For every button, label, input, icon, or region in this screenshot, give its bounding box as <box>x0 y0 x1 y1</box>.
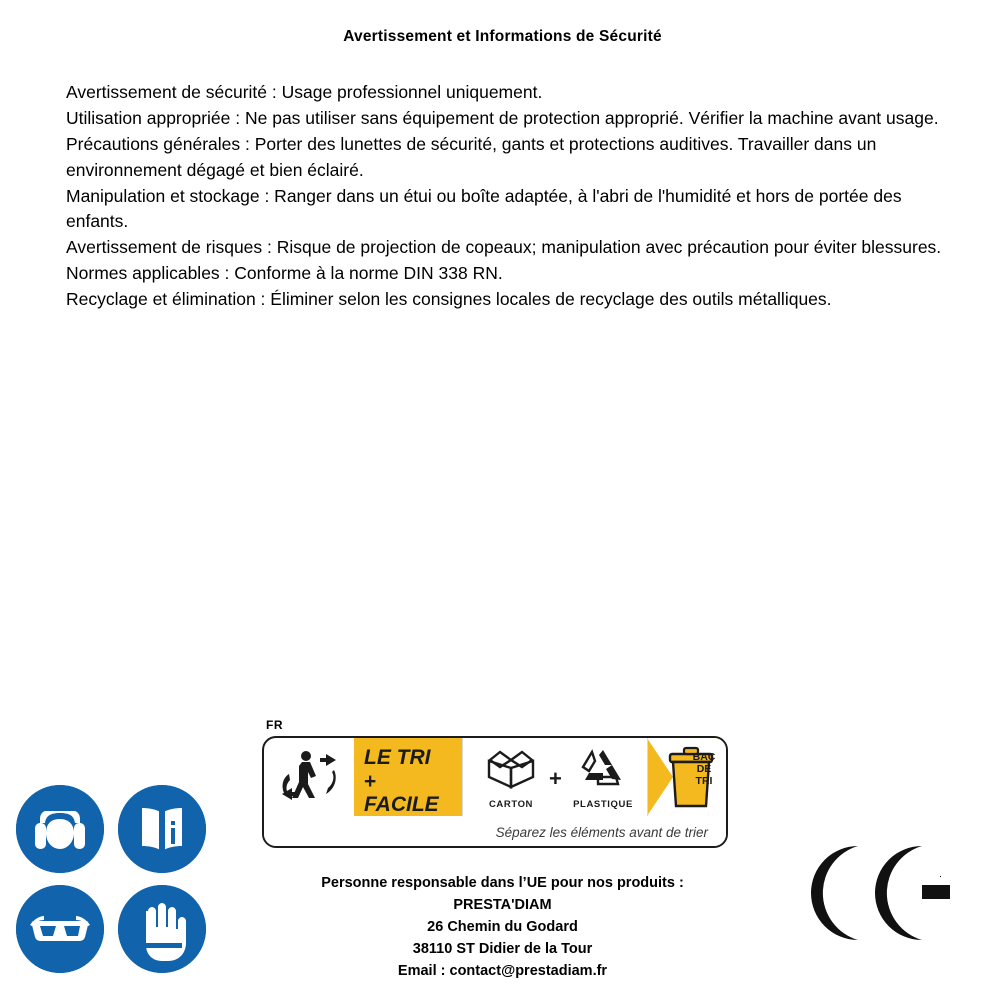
page-title: Avertissement et Informations de Sécurité <box>343 28 662 45</box>
responsible-heading-prefix: Personne responsable dans l’ <box>321 875 527 891</box>
responsible-company: PRESTA'DIAM <box>453 897 552 914</box>
triman-bin-label-line3: TRI <box>695 774 713 787</box>
triman-materials-separator: + <box>549 766 562 791</box>
safety-paragraph: Recyclage et élimination : Éliminer selon les consignes locales de recyclage des outils métalliques. <box>66 289 832 310</box>
triman-divider <box>647 738 648 816</box>
safety-paragraph: Manipulation et stockage : Ranger dans un étui ou boîte adaptée, à l'abri de l'humidité et hors de portée des enfants. <box>66 185 902 232</box>
triman-divider <box>462 738 463 816</box>
triman-material-plastique <box>560 744 646 810</box>
triman-material-carton <box>468 744 554 810</box>
plastic-recycle-icon <box>568 744 638 792</box>
responsible-email-label: Email : <box>397 963 446 980</box>
triman-footer-note: Séparez les éléments avant de trier <box>264 816 726 848</box>
triman-material-label: PLASTIQUE <box>573 799 633 810</box>
hand-protection-icon <box>118 885 206 973</box>
responsible-heading-suffix: pour nos produits : <box>546 875 684 891</box>
eye-protection-icon <box>16 885 104 973</box>
responsible-email-value: contact@prestadiam.fr <box>449 963 608 980</box>
safety-paragraph: Avertissement de sécurité : Usage professionnel uniquement. <box>66 82 543 102</box>
ear-protection-icon <box>16 785 104 873</box>
triman-language-tag: FR <box>266 718 283 732</box>
mandatory-pictogram-group <box>16 785 216 985</box>
carton-box-icon <box>476 744 546 792</box>
triman-slogan <box>364 746 456 817</box>
responsible-address-line2: 38110 ST Didier de la Tour <box>412 941 593 958</box>
safety-information-text <box>66 80 946 313</box>
safety-paragraph: Précautions générales : Porter des lunettes de sécurité, gants et protections auditives. Travailler dans un environnement dégagé et bien éclairé. <box>66 133 877 180</box>
triman-bin-label-line2: DE <box>696 762 712 775</box>
responsible-email <box>210 960 795 982</box>
ce-conformity-mark <box>800 838 950 948</box>
responsible-person-block <box>210 872 795 982</box>
responsible-address-line1: 26 Chemin du Godard <box>427 919 578 936</box>
read-instructions-icon <box>118 785 206 873</box>
triman-slogan-line2: FACILE <box>364 793 439 817</box>
triman-bin-label-line1: BAC <box>692 751 716 763</box>
safety-paragraph: Avertissement de risques : Risque de projection de copeaux; manipulation avec précaution pour éviter blessures. <box>66 237 942 258</box>
triman-material-label: CARTON <box>488 799 534 810</box>
triman-bin-label <box>684 752 724 787</box>
triman-slogan-plus: + <box>364 769 377 793</box>
triman-recycling-banner <box>262 718 730 858</box>
triman-slogan-line1: LE TRI <box>364 746 431 769</box>
safety-paragraph: Utilisation appropriée : Ne pas utiliser sans équipement de protection approprié. Vérifier la machine avant usage. <box>66 107 939 128</box>
safety-paragraph: Normes applicables : Conforme à la norme DIN 338 RN. <box>66 263 503 284</box>
triman-box <box>262 736 728 848</box>
responsible-heading-region: UE <box>526 875 547 891</box>
responsible-heading <box>210 872 795 894</box>
triman-symbol-icon <box>272 744 348 815</box>
